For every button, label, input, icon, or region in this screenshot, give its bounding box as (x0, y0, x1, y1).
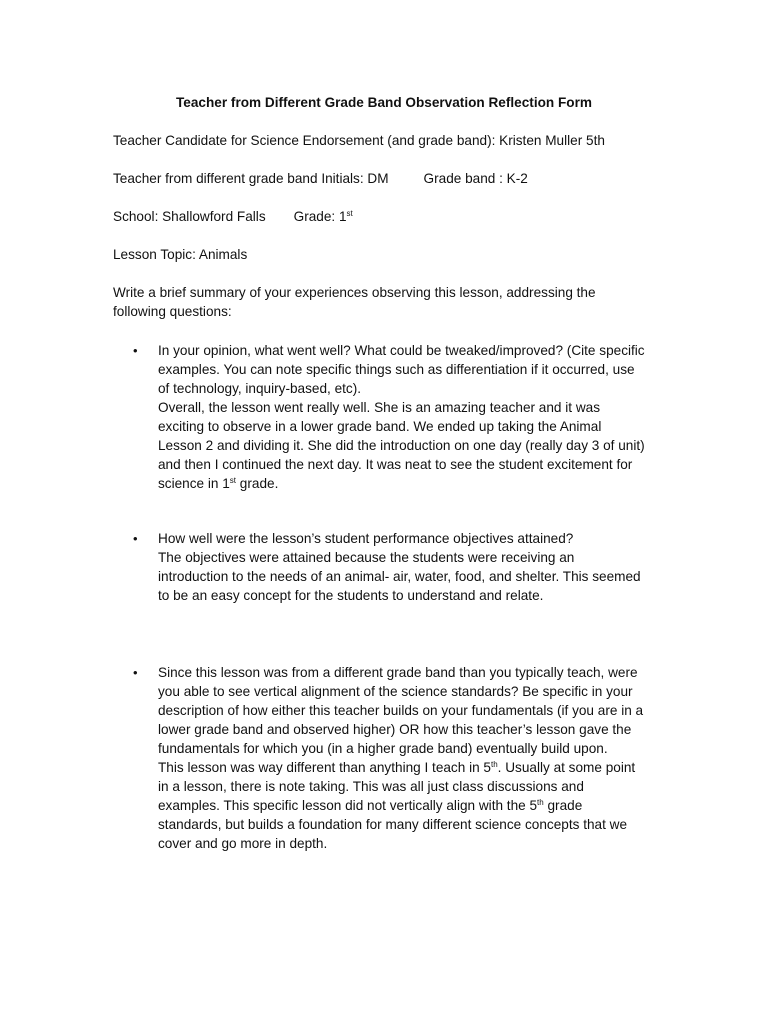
lesson-topic-line: Lesson Topic: Animals (113, 247, 248, 262)
question-prompt-1: In your opinion, what went well? What could be tweaked/improved? (Cite specific examples. You can note specific things such as differentiation if it occurred, use of technology, inquiry-based, etc). (158, 343, 645, 396)
initials-row (113, 169, 528, 188)
grade-band-line: Grade band : K-2 (423, 171, 528, 186)
answer-3-text-c: grade standards, but builds a foundation for many different science concepts that we cover and go more in depth. (158, 798, 628, 851)
question-body-1 (158, 341, 648, 493)
school-line: School: Shallowford Falls (113, 209, 266, 224)
school-row (113, 207, 353, 226)
question-body-3 (158, 663, 648, 853)
answer-3-text-a: This lesson was way different than anything I teach in 5 (158, 760, 491, 775)
answer-3-superscript-a: th (491, 760, 498, 769)
answer-3-text-b: . Usually at some point in a lesson, there is note taking. This was all just class discussions and examples. This specific lesson did not vertically align with the 5 (158, 760, 636, 813)
grade-superscript: st (346, 209, 353, 218)
question-prompt-3: Since this lesson was from a different grade band than you typically teach, were you able to see vertical alignment of the science standards? Be specific in your description of how either this teacher builds on your fundamentals (if you are in a lower grade band and observed higher) OR how this teacher’s lesson gave the fundamentals for which you (in a higher grade band) eventually build upon. (158, 665, 644, 756)
answer-3-superscript-b: th (537, 798, 544, 807)
question-answer-1 (158, 398, 648, 493)
bullet-3: • (133, 665, 138, 680)
answer-1-superscript: st (229, 476, 237, 485)
question-answer-2: The objectives were attained because the students were receiving an introduction to the needs of an animal- air, water, food, and shelter. This seemed to be an easy concept for the students to understand and relate. (158, 550, 641, 603)
grade-label: Grade: 1 (293, 209, 347, 224)
bullet-2: • (133, 531, 138, 546)
summary-instructions: Write a brief summary of your experiences observing this lesson, addressing the following questions: (113, 285, 596, 319)
form-title: Teacher from Different Grade Band Observation Reflection Form (176, 95, 592, 110)
answer-1-text-end: grade. (236, 476, 279, 491)
teacher-initials-line: Teacher from different grade band Initials: DM (113, 171, 389, 186)
question-body-2 (158, 529, 648, 605)
grade-line (294, 209, 353, 224)
question-answer-3 (158, 758, 648, 853)
bullet-1: • (133, 343, 138, 358)
answer-1-text: Overall, the lesson went really well. She is an amazing teacher and it was exciting to observe in a lower grade band. We ended up taking the Animal Lesson 2 and dividing it. She did the introduction on one day (really day 3 of unit) and then I continued the next day. It was neat to see the student excitement for science in 1 (158, 400, 645, 491)
candidate-line: Teacher Candidate for Science Endorsement (and grade band): Kristen Muller 5th (113, 133, 605, 148)
question-prompt-2: How well were the lesson’s student performance objectives attained? (158, 531, 574, 546)
